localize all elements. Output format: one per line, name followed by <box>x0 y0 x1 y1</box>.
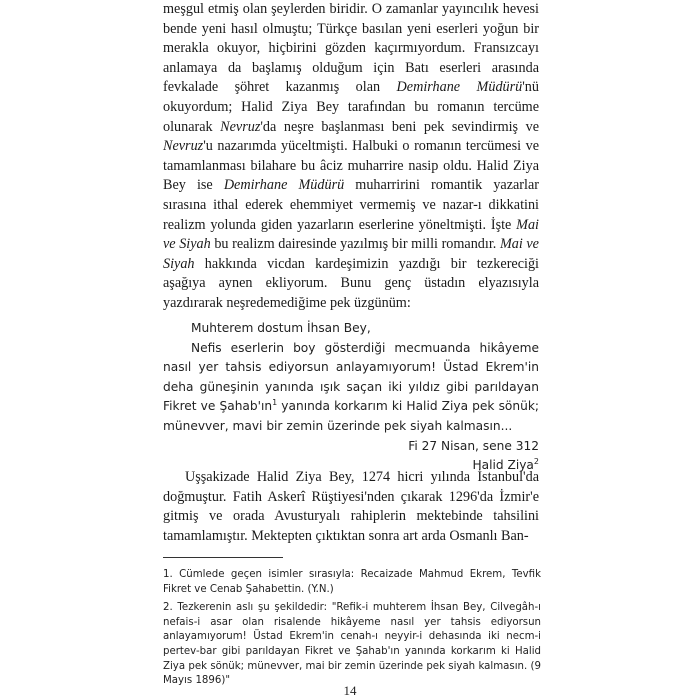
novel-title-italic: Mai ve Siyah <box>163 236 539 272</box>
footnote-1: 1. Cümlede geçen isimler sırasıyla: Recaizade Mahmud Ekrem, Tevfik Fikret ve Cenab Şahabettin. (Y.N.) <box>163 569 541 595</box>
book-title-italic: Demirhane Müdürü <box>396 79 523 96</box>
footnotes <box>163 568 541 693</box>
letter-body <box>163 339 539 437</box>
quoted-letter <box>163 319 539 476</box>
footnote-2: 2. Tezkerenin aslı şu şekildedir: "Refik-i muhterem İhsan Bey, Cilvegâh-ı nefais-i asar olan risalende hikâyeme nasıl yer tahsis ediyorsun anlayamıyorum! Üstad Ekrem'in cenah-ı neyyir-i dehasında iki necm-i pertev-bar gibi parıldayan Fikret ve Şahab'ın yanında korkarım ki Halid Ziya pek sönük; münevver, mai bir zemin üzerinde pek siyah kalmasın. (9 Mayıs 1896)" <box>163 602 541 687</box>
book-title-italic: Demirhane Müdürü <box>223 177 345 194</box>
page-number: 14 <box>343 683 357 698</box>
text-segment: meşgul etmiş olan şeylerden biridir. O zamanlar yayıncılık hevesi bende yeni hasıl olmuştu; Türkçe basılan yeni eserleri yoğun bir merakla okuyor, hiçbirini gözden kaçırmıyordum. Fransızcayı anlamaya da başlamış olduğum için Batı eserleri arasında fevkalade şöhret kazanmış olan <box>163 1 539 96</box>
journal-title-italic: Nevruz <box>220 118 261 135</box>
letter-text: yanında korkarım ki Halid Ziya pek sönük; münevver, mavi bir zemin üzerinde pek siyah kalmasın... <box>163 399 539 433</box>
letter-date: Fi 27 Nisan, sene 312 <box>408 438 539 453</box>
letter-salutation: Muhterem dostum İhsan Bey, <box>191 321 371 335</box>
footnote-ref-1: 1 <box>272 398 278 408</box>
paragraph-biography <box>163 468 539 546</box>
footnote-divider <box>163 557 283 558</box>
text-segment: bu realizm dairesinde yazılmış bir milli romandır. <box>210 236 500 253</box>
novel-title-italic: Mai ve Siyah <box>163 216 539 253</box>
signature-name: Halid Ziya <box>472 458 534 473</box>
text-segment: 'u nazarımda yüceltmişti. Halbuki o romanın tercümesi ve tamamlanması bilahare bu âciz muharrire nasip oldu. Halid Ziya Bey ise <box>163 138 539 194</box>
text-segment: hakkında vicdan kardeşimizin yazdığı bir tezkereciği aşağıya aynen ekliyorum. Bunu genç üstadın elyazısıyla yazdırarak neşredemediğime pek üzgünüm: <box>163 255 539 311</box>
text-segment: 'da neşre başlanması beni pek sevindirmiş ve <box>260 118 539 135</box>
text-segment: 'nü okuyordum; Halid Ziya Bey tarafından bu romanın tercüme olunarak <box>163 79 539 135</box>
text-segment: muharririni romantik yazarlar sırasına ithal ederek ehemmiyet vermemiş ve nazar-ı dikkatini realizm yolunda giden yazarların eserlerine yöneltmişti. İşte <box>163 177 539 233</box>
biography-text: Uşşakizade Halid Ziya Bey, 1274 hicri yılında İstanbul'da doğmuştur. Fatih Askerî Rüştiyesi'nden çıkarak 1296'da İzmir'e gitmiş ve orada Avusturyalı rahiplerin mektebinde tahsilini tamamlamıştır. Mektepten çıktıktan sonra art arda Osmanlı Ban- <box>163 469 539 544</box>
footnote-ref-2: 2 <box>533 457 539 467</box>
journal-title-italic: Nevruz <box>163 138 204 155</box>
letter-text: Nefis eserlerin boy gösterdiği mecmuanda hikâyeme nasıl yer tahsis ediyorsun anlayamıyorum! Üstad Ekrem'in deha güneşinin yanında ışık saçan iki yıldız gibi parıldayan Fikret ve Şahab'ın <box>163 340 539 414</box>
paragraph-intro <box>163 0 539 314</box>
